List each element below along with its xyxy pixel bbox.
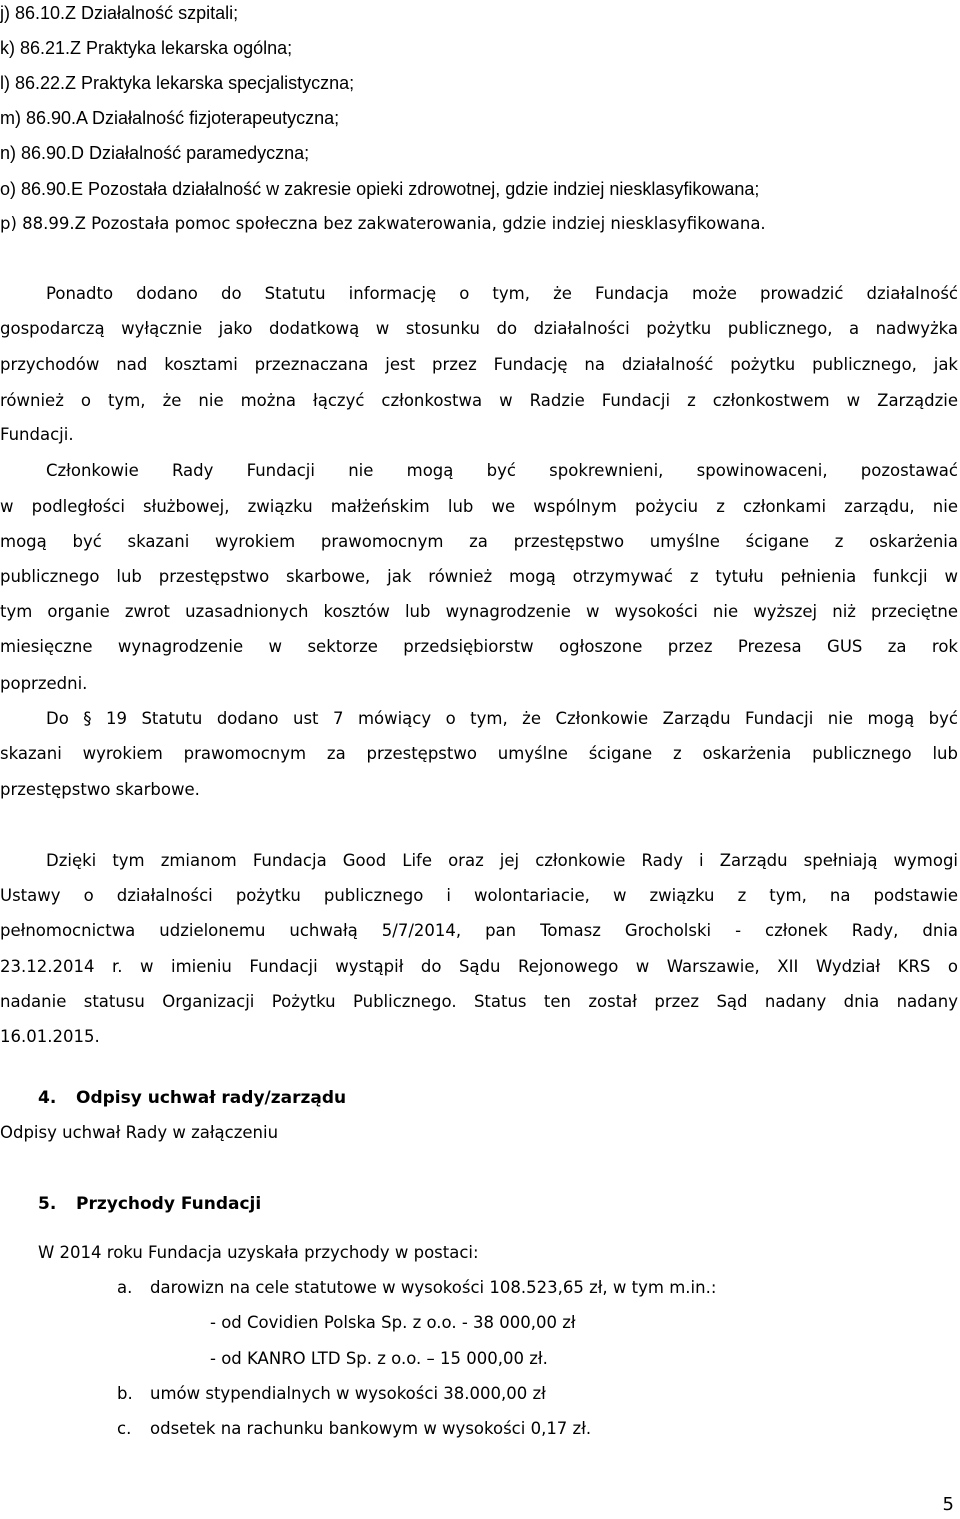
page-number: 5 (942, 1494, 954, 1515)
paragraph-line: przychodów nad kosztami przeznaczana jest przez Fundację na działalność pożytku publicznego, jak (0, 355, 958, 374)
paragraph-line: 16.01.2015. (0, 1027, 100, 1046)
paragraph-line: 23.12.2014 r. w imieniu Fundacji wystąpił do Sądu Rejonowego w Warszawie, XII Wydział KRS o (0, 957, 958, 976)
paragraph-line: również o tym, że nie można łączyć członkostwa w Radzie Fundacji z członkostwem w Zarządzie (0, 391, 958, 410)
pkd-item: o) 86.90.E Pozostała działalność w zakresie opieki zdrowotnej, gdzie indziej niesklasyfikowana; (0, 179, 760, 199)
list-item: umów stypendialnych w wysokości 38.000,00 zł (150, 1384, 546, 1403)
paragraph-line: pełnomocnictwa udzielonemu uchwałą 5/7/2014, pan Tomasz Grocholski - członek Rady, dnia (0, 921, 958, 940)
paragraph-line: miesięczne wynagrodzenie w sektorze przedsiębiorstw ogłoszone przez Prezesa GUS za rok (0, 637, 958, 656)
section-intro: W 2014 roku Fundacja uzyskała przychody w postaci: (38, 1243, 479, 1262)
list-subitem: - od Covidien Polska Sp. z o.o. - 38 000,00 zł (210, 1313, 576, 1332)
paragraph-line: publicznego lub przestępstwo skarbowe, jak również mogą otrzymywać z tytułu pełnienia funkcji w (0, 567, 958, 586)
pkd-item: l) 86.22.Z Praktyka lekarska specjalistyczna; (0, 73, 355, 93)
paragraph-line: poprzedni. (0, 674, 88, 693)
list-marker: b. (117, 1384, 133, 1403)
paragraph-line: przestępstwo skarbowe. (0, 780, 200, 799)
pkd-item: p) 88.99.Z Pozostała pomoc społeczna bez zakwaterowania, gdzie indziej niesklasyfikowana. (0, 214, 766, 233)
paragraph-line: Fundacji. (0, 425, 74, 444)
pkd-item: k) 86.21.Z Praktyka lekarska ogólna; (0, 38, 293, 58)
list-subitem: - od KANRO LTD Sp. z o.o. – 15 000,00 zł. (210, 1349, 548, 1368)
section-number: 5. (38, 1194, 57, 1214)
pkd-item: m) 86.90.A Działalność fizjoterapeutyczna; (0, 108, 340, 128)
section-title: Przychody Fundacji (76, 1194, 262, 1214)
paragraph-line: mogą być skazani wyrokiem prawomocnym za przestępstwo umyślne ścigane z oskarżenia (0, 532, 958, 551)
list-marker: c. (117, 1419, 132, 1438)
paragraph-line: Do § 19 Statutu dodano ust 7 mówiący o tym, że Członkowie Zarządu Fundacji nie mogą być (46, 709, 958, 728)
paragraph-line: Członkowie Rady Fundacji nie mogą być spokrewnieni, spowinowaceni, pozostawać (46, 461, 958, 480)
paragraph-line: Ustawy o działalności pożytku publicznego i wolontariacie, w związku z tym, na podstawie (0, 886, 958, 905)
section-title: Odpisy uchwał rady/zarządu (76, 1088, 347, 1108)
section-number: 4. (38, 1088, 57, 1108)
paragraph-line: nadanie statusu Organizacji Pożytku Publicznego. Status ten został przez Sąd nadany dnia nadany (0, 992, 958, 1011)
pkd-item: j) 86.10.Z Działalność szpitali; (0, 3, 239, 23)
list-marker: a. (117, 1278, 133, 1297)
list-item: darowizn na cele statutowe w wysokości 108.523,65 zł, w tym m.in.: (150, 1278, 717, 1297)
list-item: odsetek na rachunku bankowym w wysokości 0,17 zł. (150, 1419, 592, 1438)
paragraph-line: tym organie zwrot uzasadnionych kosztów lub wynagrodzenie w wysokości nie wyższej niż przeciętne (0, 602, 958, 621)
paragraph-line: Dzięki tym zmianom Fundacja Good Life oraz jej członkowie Rady i Zarządu spełniają wymogi (46, 851, 958, 870)
paragraph-line: Ponadto dodano do Statutu informację o tym, że Fundacja może prowadzić działalność (46, 284, 958, 303)
pkd-item: n) 86.90.D Działalność paramedyczna; (0, 143, 310, 163)
paragraph-line: skazani wyrokiem prawomocnym za przestępstwo umyślne ścigane z oskarżenia publicznego lub (0, 744, 958, 763)
section-text: Odpisy uchwał Rady w załączeniu (0, 1123, 279, 1142)
paragraph-line: gospodarczą wyłącznie jako dodatkową w stosunku do działalności pożytku publicznego, a nadwyżka (0, 319, 958, 338)
paragraph-line: w podległości służbowej, związku małżeńskim lub we wspólnym pożyciu z członkami zarządu, nie (0, 497, 958, 516)
